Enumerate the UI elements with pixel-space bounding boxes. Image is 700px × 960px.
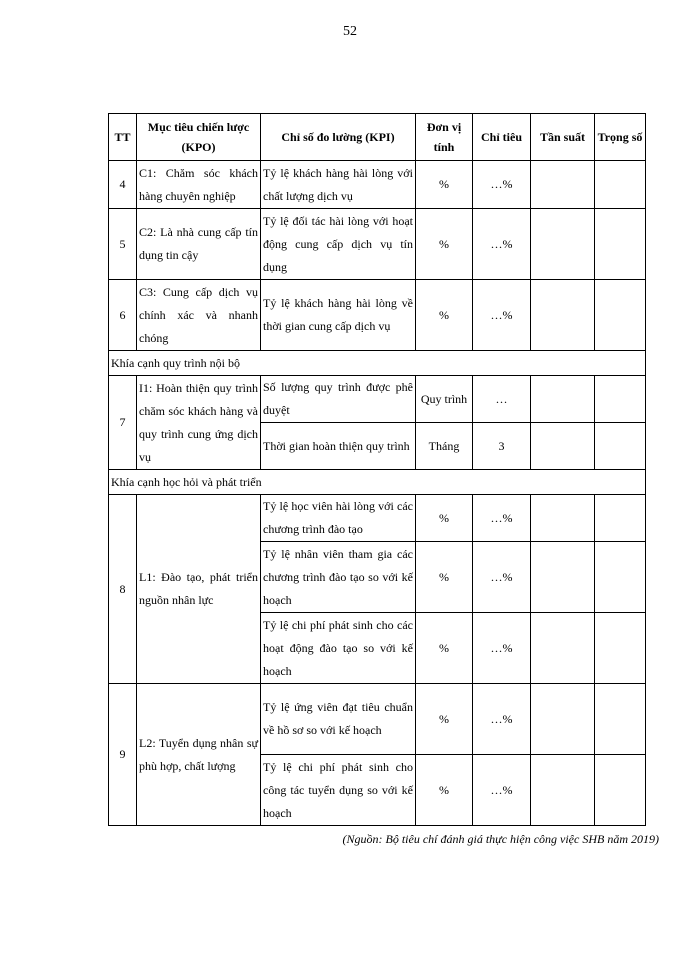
weight-cell <box>595 755 646 826</box>
kpi-table <box>108 113 646 826</box>
source-note: (Nguồn: Bộ tiêu chí đánh giá thực hiện công việc SHB năm 2019) <box>342 832 659 846</box>
target-cell: … <box>473 376 531 423</box>
objective-cell: C2: Là nhà cung cấp tín dụng tin cậy <box>137 209 261 280</box>
target-cell: …% <box>473 684 531 755</box>
frequency-cell <box>531 209 595 280</box>
kpi-cell: Tỷ lệ đối tác hài lòng với hoạt động cung cấp dịch vụ tín dụng <box>261 209 416 280</box>
unit-cell: % <box>416 613 473 684</box>
unit-cell: % <box>416 755 473 826</box>
weight-cell <box>595 280 646 351</box>
table-row <box>109 209 646 280</box>
target-cell: …% <box>473 280 531 351</box>
kpi-cell: Tỷ lệ nhân viên tham gia các chương trình đào tạo so với kế hoạch <box>261 542 416 613</box>
target-cell: …% <box>473 542 531 613</box>
section-title: Khía cạnh quy trình nội bộ <box>109 351 646 376</box>
header-frequency: Tần suất <box>531 114 595 161</box>
header-unit: Đơn vị tính <box>416 114 473 161</box>
row-number: 6 <box>109 280 137 351</box>
section-row-internal-process <box>109 351 646 376</box>
target-cell: …% <box>473 209 531 280</box>
objective-cell: C3: Cung cấp dịch vụ chính xác và nhanh chóng <box>137 280 261 351</box>
unit-cell: % <box>416 209 473 280</box>
header-objective: Mục tiêu chiến lược (KPO) <box>137 114 261 161</box>
frequency-cell <box>531 161 595 209</box>
table-row <box>109 280 646 351</box>
table-row <box>109 684 646 755</box>
frequency-cell <box>531 376 595 423</box>
kpi-cell: Tỷ lệ học viên hài lòng với các chương trình đào tạo <box>261 495 416 542</box>
objective-cell: L1: Đào tạo, phát triển nguồn nhân lực <box>137 495 261 684</box>
target-cell: …% <box>473 613 531 684</box>
weight-cell <box>595 542 646 613</box>
table-row <box>109 495 646 542</box>
header-tt: TT <box>109 114 137 161</box>
unit-cell: Tháng <box>416 423 473 470</box>
target-cell: …% <box>473 755 531 826</box>
row-number: 9 <box>109 684 137 826</box>
kpi-cell: Tỷ lệ khách hàng hài lòng với chất lượng dịch vụ <box>261 161 416 209</box>
row-number: 4 <box>109 161 137 209</box>
frequency-cell <box>531 684 595 755</box>
weight-cell <box>595 423 646 470</box>
weight-cell <box>595 684 646 755</box>
unit-cell: Quy trình <box>416 376 473 423</box>
frequency-cell <box>531 542 595 613</box>
unit-cell: % <box>416 280 473 351</box>
frequency-cell <box>531 423 595 470</box>
objective-cell: C1: Chăm sóc khách hàng chuyên nghiệp <box>137 161 261 209</box>
weight-cell <box>595 209 646 280</box>
table-header-row <box>109 114 646 161</box>
row-number: 5 <box>109 209 137 280</box>
kpi-cell: Tỷ lệ chi phí phát sinh cho các hoạt động đào tạo so với kế hoạch <box>261 613 416 684</box>
kpi-cell: Tỷ lệ khách hàng hài lòng về thời gian cung cấp dịch vụ <box>261 280 416 351</box>
frequency-cell <box>531 613 595 684</box>
header-kpi: Chỉ số đo lường (KPI) <box>261 114 416 161</box>
row-number: 8 <box>109 495 137 684</box>
table-row <box>109 376 646 423</box>
page-number: 52 <box>343 24 357 39</box>
unit-cell: % <box>416 495 473 542</box>
unit-cell: % <box>416 684 473 755</box>
target-cell: …% <box>473 161 531 209</box>
target-cell: …% <box>473 495 531 542</box>
unit-cell: % <box>416 542 473 613</box>
weight-cell <box>595 613 646 684</box>
header-target: Chỉ tiêu <box>473 114 531 161</box>
weight-cell <box>595 495 646 542</box>
section-row-learning-growth <box>109 470 646 495</box>
kpi-cell: Số lượng quy trình được phê duyệt <box>261 376 416 423</box>
kpi-cell: Tỷ lệ ứng viên đạt tiêu chuẩn về hồ sơ so với kế hoạch <box>261 684 416 755</box>
kpi-cell: Tỷ lệ chi phí phát sinh cho công tác tuyển dụng so với kế hoạch <box>261 755 416 826</box>
weight-cell <box>595 161 646 209</box>
section-title: Khía cạnh học hỏi và phát triển <box>109 470 646 495</box>
header-weight: Trọng số <box>595 114 646 161</box>
row-number: 7 <box>109 376 137 470</box>
weight-cell <box>595 376 646 423</box>
frequency-cell <box>531 755 595 826</box>
target-cell: 3 <box>473 423 531 470</box>
objective-cell: L2: Tuyển dụng nhân sự phù hợp, chất lượng <box>137 684 261 826</box>
unit-cell: % <box>416 161 473 209</box>
objective-cell: I1: Hoàn thiện quy trình chăm sóc khách hàng và quy trình cung ứng dịch vụ <box>137 376 261 470</box>
kpi-cell: Thời gian hoàn thiện quy trình <box>261 423 416 470</box>
frequency-cell <box>531 495 595 542</box>
frequency-cell <box>531 280 595 351</box>
table-row <box>109 161 646 209</box>
